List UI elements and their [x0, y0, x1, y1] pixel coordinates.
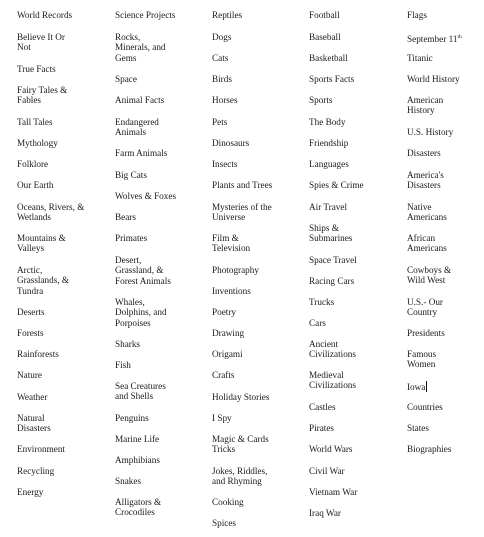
topic-label: Reptiles: [212, 10, 243, 20]
topic-label: Penguins: [115, 413, 149, 423]
topic-marine-life[interactable]: [115, 434, 207, 444]
topic-label: U.S.- Our Country: [407, 297, 443, 318]
topic-label: Endangered Animals: [115, 117, 159, 138]
topic-inventions[interactable]: [212, 286, 304, 296]
topic-pets[interactable]: [212, 117, 304, 127]
topic-label: Mountains & Valleys: [17, 233, 66, 254]
topic-space[interactable]: [115, 74, 207, 84]
topic-primates[interactable]: [115, 233, 207, 243]
topic-label: Nature: [17, 370, 42, 380]
topic-label: Mythology: [17, 138, 58, 148]
topic-label: Friendship: [309, 138, 349, 148]
text-cursor-icon: [426, 381, 427, 392]
topic-world-wars[interactable]: [309, 444, 401, 454]
topic-fairy-tales-and-fables[interactable]: [17, 85, 77, 106]
topic-label: Desert, Grassland, & Forest Animals: [115, 255, 171, 286]
topic-label: Drawing: [212, 328, 245, 338]
topic-languages[interactable]: [309, 159, 401, 169]
topic-flags[interactable]: [407, 10, 484, 20]
topic-label: Football: [309, 10, 340, 20]
topic-label: Native Americans: [407, 202, 447, 223]
topic-label: True Facts: [17, 64, 56, 74]
topic-world-records[interactable]: [17, 10, 109, 20]
topic-label: Birds: [212, 74, 232, 84]
topic-endangered-animals[interactable]: [115, 117, 167, 138]
topic-label: Oceans, Rivers, & Wetlands: [17, 202, 85, 223]
topic-label: Weather: [17, 392, 48, 402]
topic-castles[interactable]: [309, 402, 401, 412]
topic-u-s-our-country[interactable]: [407, 297, 455, 318]
topic-label: Photography: [212, 265, 259, 275]
topic-titanic[interactable]: [407, 53, 484, 63]
topic-label: Civil War: [309, 466, 345, 476]
topic-birds[interactable]: [212, 74, 304, 84]
topic-label: Ancient Civilizations: [309, 339, 356, 360]
topic-sea-creatures-and-shells[interactable]: [115, 381, 177, 402]
topic-biographies[interactable]: [407, 444, 484, 454]
topic-mountains-and-valleys[interactable]: [17, 233, 77, 254]
topic-label: Crafts: [212, 370, 235, 380]
topic-label: Sharks: [115, 339, 141, 349]
topic-label: Cats: [212, 53, 229, 63]
topic-label: Space: [115, 74, 137, 84]
topic-insects[interactable]: [212, 159, 304, 169]
topic-label: Environment: [17, 444, 65, 454]
topic-label: Vietnam War: [309, 487, 358, 497]
topic-label: The Body: [309, 117, 346, 127]
topic-football[interactable]: [309, 10, 401, 20]
topic-label: Languages: [309, 159, 349, 169]
topic-label: Forests: [17, 328, 44, 338]
topic-label: Amphibians: [115, 455, 160, 465]
topic-rocks-minerals-and-gems[interactable]: [115, 32, 175, 63]
topic-alligators-and-crocodiles[interactable]: [115, 497, 175, 518]
topic-iraq-war[interactable]: [309, 508, 401, 518]
topic-rainforests[interactable]: [17, 349, 109, 359]
topic-label: Natural Disasters: [17, 413, 51, 434]
topic-science-projects[interactable]: [115, 10, 207, 20]
topic-label: African Americans: [407, 233, 447, 254]
topic-deserts[interactable]: [17, 307, 109, 317]
topic-label: September 11: [407, 34, 458, 45]
topic-label: Animal Facts: [115, 95, 165, 105]
topic-sports-facts[interactable]: [309, 74, 401, 84]
topic-believe-it-or-not[interactable]: [17, 32, 77, 53]
topic-label: Sports Facts: [309, 74, 355, 84]
topic-label: Dinosaurs: [212, 138, 250, 148]
topic-label: I Spy: [212, 413, 232, 423]
topic-the-body[interactable]: [309, 117, 401, 127]
topic-label: Mysteries of the Universe: [212, 202, 272, 223]
topic-states[interactable]: [407, 423, 484, 433]
topic-label: Flags: [407, 10, 427, 20]
topic-bears[interactable]: [115, 212, 207, 222]
topic-label: Racing Cars: [309, 276, 355, 286]
topic-label: Air Travel: [309, 202, 348, 212]
topic-world-history[interactable]: [407, 74, 484, 84]
topic-label: Horses: [212, 95, 238, 105]
topic-cats[interactable]: [212, 53, 304, 63]
topic-label: Arctic, Grasslands, & Tundra: [17, 265, 70, 296]
topic-natural-disasters[interactable]: [17, 413, 77, 434]
topic-civil-war[interactable]: [309, 466, 401, 476]
topic-label: Dogs: [212, 32, 232, 42]
topic-label: Farm Animals: [115, 148, 168, 158]
topic-label: Jokes, Riddles, and Rhyming: [212, 466, 268, 487]
topic-label: Bears: [115, 212, 136, 222]
topic-label: Recycling: [17, 466, 55, 476]
topic-amphibians[interactable]: [115, 455, 207, 465]
topic-label: Iowa: [407, 382, 426, 392]
topic-magic-and-cards-tricks[interactable]: [212, 434, 278, 455]
topic-dogs[interactable]: [212, 32, 304, 42]
topic-label: Ships & Submarines: [309, 223, 353, 244]
topic-oceans-rivers-and-wetlands[interactable]: [17, 202, 87, 223]
topic-ships-and-submarines[interactable]: [309, 223, 365, 244]
topic-label: Iraq War: [309, 508, 341, 518]
topic-medieval-civilizations[interactable]: [309, 370, 371, 391]
topic-recycling[interactable]: [17, 466, 109, 476]
topic-label: Insects: [212, 159, 238, 169]
topic-america-s-disasters[interactable]: [407, 170, 451, 191]
topic-cowboys-and-wild-west[interactable]: [407, 265, 459, 286]
topic-vietnam-war[interactable]: [309, 487, 401, 497]
topic-fish[interactable]: [115, 360, 207, 370]
topic-label: Spices: [212, 518, 236, 528]
topic-countries[interactable]: [407, 402, 484, 412]
topic-baseball[interactable]: [309, 32, 401, 42]
topic-reptiles[interactable]: [212, 10, 304, 20]
topic-sports[interactable]: [309, 95, 401, 105]
topic-ancient-civilizations[interactable]: [309, 339, 371, 360]
topic-wolves-and-foxes[interactable]: [115, 191, 207, 201]
topic-tall-tales[interactable]: [17, 117, 109, 127]
topic-label: Energy: [17, 487, 44, 497]
topic-pirates[interactable]: [309, 423, 401, 433]
topic-drawing[interactable]: [212, 328, 304, 338]
topic-label: Rainforests: [17, 349, 59, 359]
topic-label: Wolves & Foxes: [115, 191, 177, 201]
topic-arctic-grasslands-and-tundra[interactable]: [17, 265, 79, 296]
topic-label: Plants and Trees: [212, 180, 273, 190]
topic-label: Biographies: [407, 444, 452, 454]
topic-label: U.S. History: [407, 127, 454, 137]
topic-horses[interactable]: [212, 95, 304, 105]
topic-label: Holiday Stories: [212, 392, 270, 402]
topic-label: Space Travel: [309, 255, 357, 265]
topic-label: Fairy Tales & Fables: [17, 85, 68, 106]
topic-sharks[interactable]: [115, 339, 207, 349]
topic-label: Inventions: [212, 286, 251, 296]
topic-label: Countries: [407, 402, 443, 412]
topic-label: Cooking: [212, 497, 244, 507]
topic-penguins[interactable]: [115, 413, 207, 423]
topic-true-facts[interactable]: [17, 64, 109, 74]
topic-crafts[interactable]: [212, 370, 304, 380]
topic-poetry[interactable]: [212, 307, 304, 317]
topic-label: Primates: [115, 233, 148, 243]
topic-u-s-history[interactable]: [407, 127, 484, 137]
topic-nature[interactable]: [17, 370, 109, 380]
topic-label: Rocks, Minerals, and Gems: [115, 32, 166, 63]
topic-photography[interactable]: [212, 265, 304, 275]
topic-label: Alligators & Crocodiles: [115, 497, 162, 518]
topic-label: Marine Life: [115, 434, 160, 444]
topic-label: Baseball: [309, 32, 341, 42]
topic-trucks[interactable]: [309, 297, 401, 307]
topic-september-11[interactable]: [407, 32, 484, 44]
topic-label: Presidents: [407, 328, 445, 338]
topic-label: Origami: [212, 349, 243, 359]
topic-cooking[interactable]: [212, 497, 304, 507]
topic-desert-grassland-and-forest-animals[interactable]: [115, 255, 181, 286]
topic-weather[interactable]: [17, 392, 109, 402]
topic-label: Cars: [309, 318, 326, 328]
topic-label: Sea Creatures and Shells: [115, 381, 166, 402]
topic-our-earth[interactable]: [17, 180, 109, 190]
topic-presidents[interactable]: [407, 328, 484, 338]
topic-label: Medieval Civilizations: [309, 370, 356, 391]
topic-iowa[interactable]: [407, 381, 484, 392]
topic-label: Disasters: [407, 148, 441, 158]
topic-environment[interactable]: [17, 444, 109, 454]
topic-label: Basketball: [309, 53, 348, 63]
topic-cars[interactable]: [309, 318, 401, 328]
topic-folklore[interactable]: [17, 159, 109, 169]
topic-label: Snakes: [115, 476, 142, 486]
topic-famous-women[interactable]: [407, 349, 451, 370]
topic-dinosaurs[interactable]: [212, 138, 304, 148]
topic-disasters[interactable]: [407, 148, 484, 158]
topic-african-americans[interactable]: [407, 233, 451, 254]
topic-label: World Records: [17, 10, 73, 20]
topic-american-history[interactable]: [407, 95, 451, 116]
topic-holiday-stories[interactable]: [212, 392, 304, 402]
topic-animal-facts[interactable]: [115, 95, 207, 105]
topic-origami[interactable]: [212, 349, 304, 359]
topic-whales-dolphins-and-porpoises[interactable]: [115, 297, 179, 328]
topic-space-travel[interactable]: [309, 255, 401, 265]
topic-label: Trucks: [309, 297, 335, 307]
topic-label: Pets: [212, 117, 228, 127]
topic-air-travel[interactable]: [309, 202, 401, 212]
topic-label: Famous Women: [407, 349, 437, 370]
topic-label: Pirates: [309, 423, 335, 433]
topic-big-cats[interactable]: [115, 170, 207, 180]
topic-label: Cowboys & Wild West: [407, 265, 452, 286]
topic-label: Science Projects: [115, 10, 176, 20]
topic-label: World Wars: [309, 444, 353, 454]
topic-film-and-television[interactable]: [212, 233, 272, 254]
topic-label: Big Cats: [115, 170, 147, 180]
topic-label: Folklore: [17, 159, 49, 169]
topic-basketball[interactable]: [309, 53, 401, 63]
topic-label: Tall Tales: [17, 117, 53, 127]
topic-label: Castles: [309, 402, 336, 412]
topic-label: American History: [407, 95, 444, 116]
topic-label: America's Disasters: [407, 170, 444, 191]
topic-label: Our Earth: [17, 180, 54, 190]
topic-native-americans[interactable]: [407, 202, 451, 223]
ordinal-suffix: th: [457, 34, 462, 40]
topic-label: Believe It Or Not: [17, 32, 65, 53]
topic-label: Spies & Crime: [309, 180, 364, 190]
topic-spices[interactable]: [212, 518, 304, 528]
topic-label: Fish: [115, 360, 131, 370]
topic-label: World History: [407, 74, 460, 84]
topic-label: Sports: [309, 95, 333, 105]
topic-farm-animals[interactable]: [115, 148, 207, 158]
topic-energy[interactable]: [17, 487, 109, 497]
topic-i-spy[interactable]: [212, 413, 304, 423]
topic-label: Titanic: [407, 53, 433, 63]
topic-plants-and-trees[interactable]: [212, 180, 304, 190]
topic-label: Poetry: [212, 307, 236, 317]
topic-friendship[interactable]: [309, 138, 401, 148]
topic-forests[interactable]: [17, 328, 109, 338]
topic-racing-cars[interactable]: [309, 276, 401, 286]
topic-jokes-riddles-and-rhyming[interactable]: [212, 466, 276, 487]
topic-snakes[interactable]: [115, 476, 207, 486]
topic-spies-and-crime[interactable]: [309, 180, 401, 190]
topic-label: Whales, Dolphins, and Porpoises: [115, 297, 167, 328]
topic-mythology[interactable]: [17, 138, 109, 148]
topic-mysteries-of-the-universe[interactable]: [212, 202, 282, 223]
topic-label: Deserts: [17, 307, 45, 317]
topic-label: Magic & Cards Tricks: [212, 434, 269, 455]
topic-label: States: [407, 423, 429, 433]
topic-label: Film & Television: [212, 233, 251, 254]
